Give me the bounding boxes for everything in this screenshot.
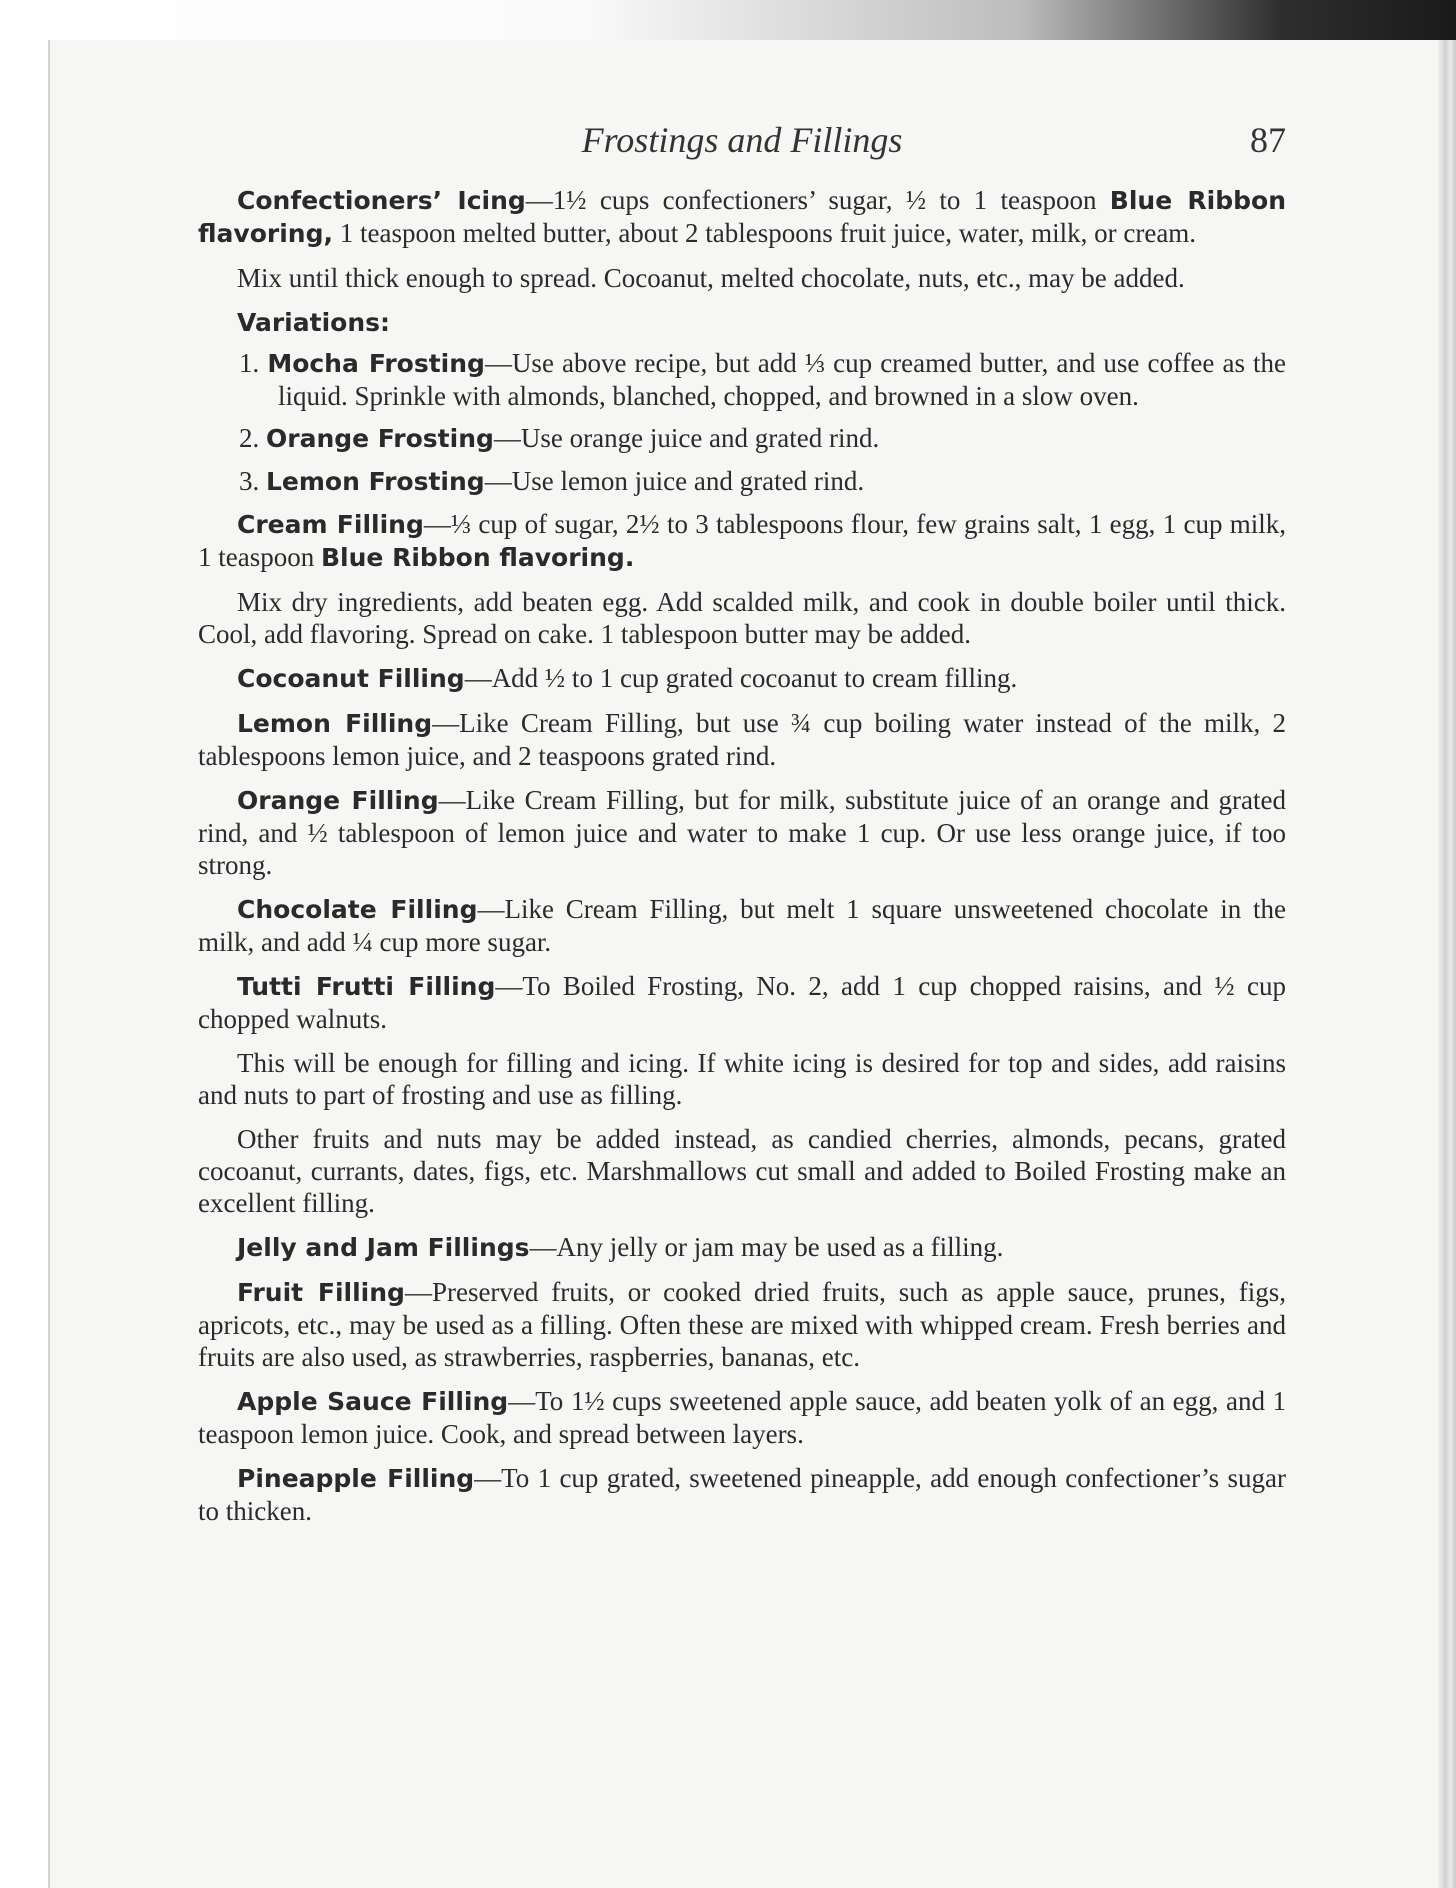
variation-item: [198, 422, 1286, 455]
recipe-name: Cream Filling: [237, 510, 424, 539]
recipe-tutti-frutti-filling: [198, 970, 1286, 1035]
scan-top-border: [0, 0, 1456, 42]
recipe-confectioners-icing: [198, 184, 1286, 250]
variation-text: —Use above recipe, but add ⅓ cup creamed butter, and use coffee as the liquid. Sprinkle with almonds, blanched, chopped, and browned in a slow oven.: [278, 348, 1286, 411]
recipe-text: —Like Cream Filling, but for milk, substitute juice of an orange and grated rind, and ½ tablespoon of lemon juice and water to make 1 cup. Or use less orange juice, if too strong.: [198, 785, 1286, 880]
flavoring-brand: Blue Ribbon flavoring,: [198, 186, 1287, 248]
recipe-paragraph: Mix until thick enough to spread. Cocoanut, melted chocolate, nuts, etc., may be added.: [237, 263, 1185, 293]
flavoring-brand: Blue Ribbon flavoring.: [320, 543, 635, 572]
recipe-name: Apple Sauce Filling: [237, 1387, 509, 1416]
recipe-text: —Like Cream Filling, but use ¾ cup boiling water instead of the milk, 2 tablespoons lemon juice, and 2 teaspoons grated rind.: [198, 708, 1286, 771]
recipe-paragraph: This will be enough for filling and icing. If white icing is desired for top and sides, add raisins and nuts to part of frosting and use as filling.: [198, 1048, 1286, 1110]
recipe-cocoanut-filling: [198, 662, 1286, 695]
recipe-pineapple-filling: [198, 1462, 1286, 1527]
variation-number: 1.: [239, 348, 260, 378]
recipe-name: Jelly and Jam Fillings: [237, 1233, 530, 1262]
recipe-text: 1 teaspoon melted butter, about 2 tablespoons fruit juice, water, milk, or cream.: [332, 218, 1197, 248]
recipe-name: Lemon Filling: [237, 709, 433, 738]
variation-name: Lemon Frosting: [266, 467, 485, 496]
variation-item: [198, 465, 1286, 498]
recipe-name: Pineapple Filling: [237, 1464, 475, 1493]
recipe-name: Chocolate Filling: [237, 895, 478, 924]
recipe-orange-filling: [198, 784, 1286, 881]
recipe-text: —To Boiled Frosting, No. 2, add 1 cup chopped raisins, and ½ cup chopped walnuts.: [198, 971, 1287, 1034]
recipe-name: Confectioners’ Icing: [237, 186, 526, 215]
recipe-name: Orange Filling: [237, 786, 439, 815]
variations-heading: Variations:: [237, 308, 390, 337]
recipe-name: Fruit Filling: [237, 1278, 405, 1307]
page-edge: [1438, 40, 1456, 1888]
recipe-text: —To 1½ cups sweetened apple sauce, add beaten yolk of an egg, and 1 teaspoon lemon juice. Cook, and spread between layers.: [198, 1386, 1286, 1449]
variation-name: Orange Frosting: [266, 424, 494, 453]
recipe-cream-filling: [198, 508, 1286, 574]
recipe-name: Cocoanut Filling: [237, 664, 465, 693]
recipe-paragraph: Other fruits and nuts may be added instead, as candied cherries, almonds, pecans, grated cocoanut, currants, dates, figs, etc. Marshmallows cut small and added to Boiled Frosting make an excellent filling.: [198, 1124, 1286, 1218]
recipe-chocolate-filling: [198, 893, 1286, 958]
recipe-text: —Any jelly or jam may be used as a filling.: [529, 1232, 1004, 1262]
variation-name: Mocha Frosting: [267, 349, 485, 378]
page-header: [198, 118, 1286, 166]
recipe-text: —Preserved fruits, or cooked dried fruits, such as apple sauce, prunes, figs, apricots, etc., may be used as a filling. Often these are mixed with whipped cream. Fresh berries and fruits are also used, as strawberries, raspberries, bananas, etc.: [198, 1277, 1286, 1372]
recipe-lemon-filling: [198, 707, 1286, 772]
recipe-apple-sauce-filling: [198, 1385, 1286, 1450]
recipe-text: —Add ½ to 1 cup grated cocoanut to cream filling.: [464, 663, 1018, 693]
variation-number: 3.: [239, 466, 260, 496]
page-content: [198, 118, 1286, 1539]
recipe-text: —To 1 cup grated, sweetened pineapple, add enough confectioner’s sugar to thicken.: [198, 1463, 1286, 1526]
recipe-paragraph: Mix dry ingredients, add beaten egg. Add scalded milk, and cook in double boiler until thick. Cool, add flavoring. Spread on cake. 1 tablespoon butter may be added.: [198, 587, 1286, 649]
variation-item: [198, 347, 1286, 412]
recipe-text: —Like Cream Filling, but melt 1 square unsweetened chocolate in the milk, and add ¼ cup more sugar.: [198, 894, 1286, 957]
variation-text: —Use lemon juice and grated rind.: [484, 466, 865, 496]
page-number: 87: [1250, 120, 1286, 160]
recipe-name: Tutti Frutti Filling: [237, 972, 496, 1001]
recipe-text: —1½ cups confectioners’ sugar, ½ to 1 teaspoon: [525, 185, 1110, 215]
recipe-fruit-filling: [198, 1276, 1286, 1373]
variation-text: —Use orange juice and grated rind.: [493, 423, 880, 453]
recipe-text: —⅓ cup of sugar, 2½ to 3 tablespoons flour, few grains salt, 1 egg, 1 cup milk, 1 teaspoon: [198, 509, 1286, 572]
variation-number: 2.: [239, 423, 260, 453]
recipe-jelly-jam-fillings: [198, 1231, 1286, 1264]
running-title: Frostings and Fillings: [581, 120, 903, 160]
